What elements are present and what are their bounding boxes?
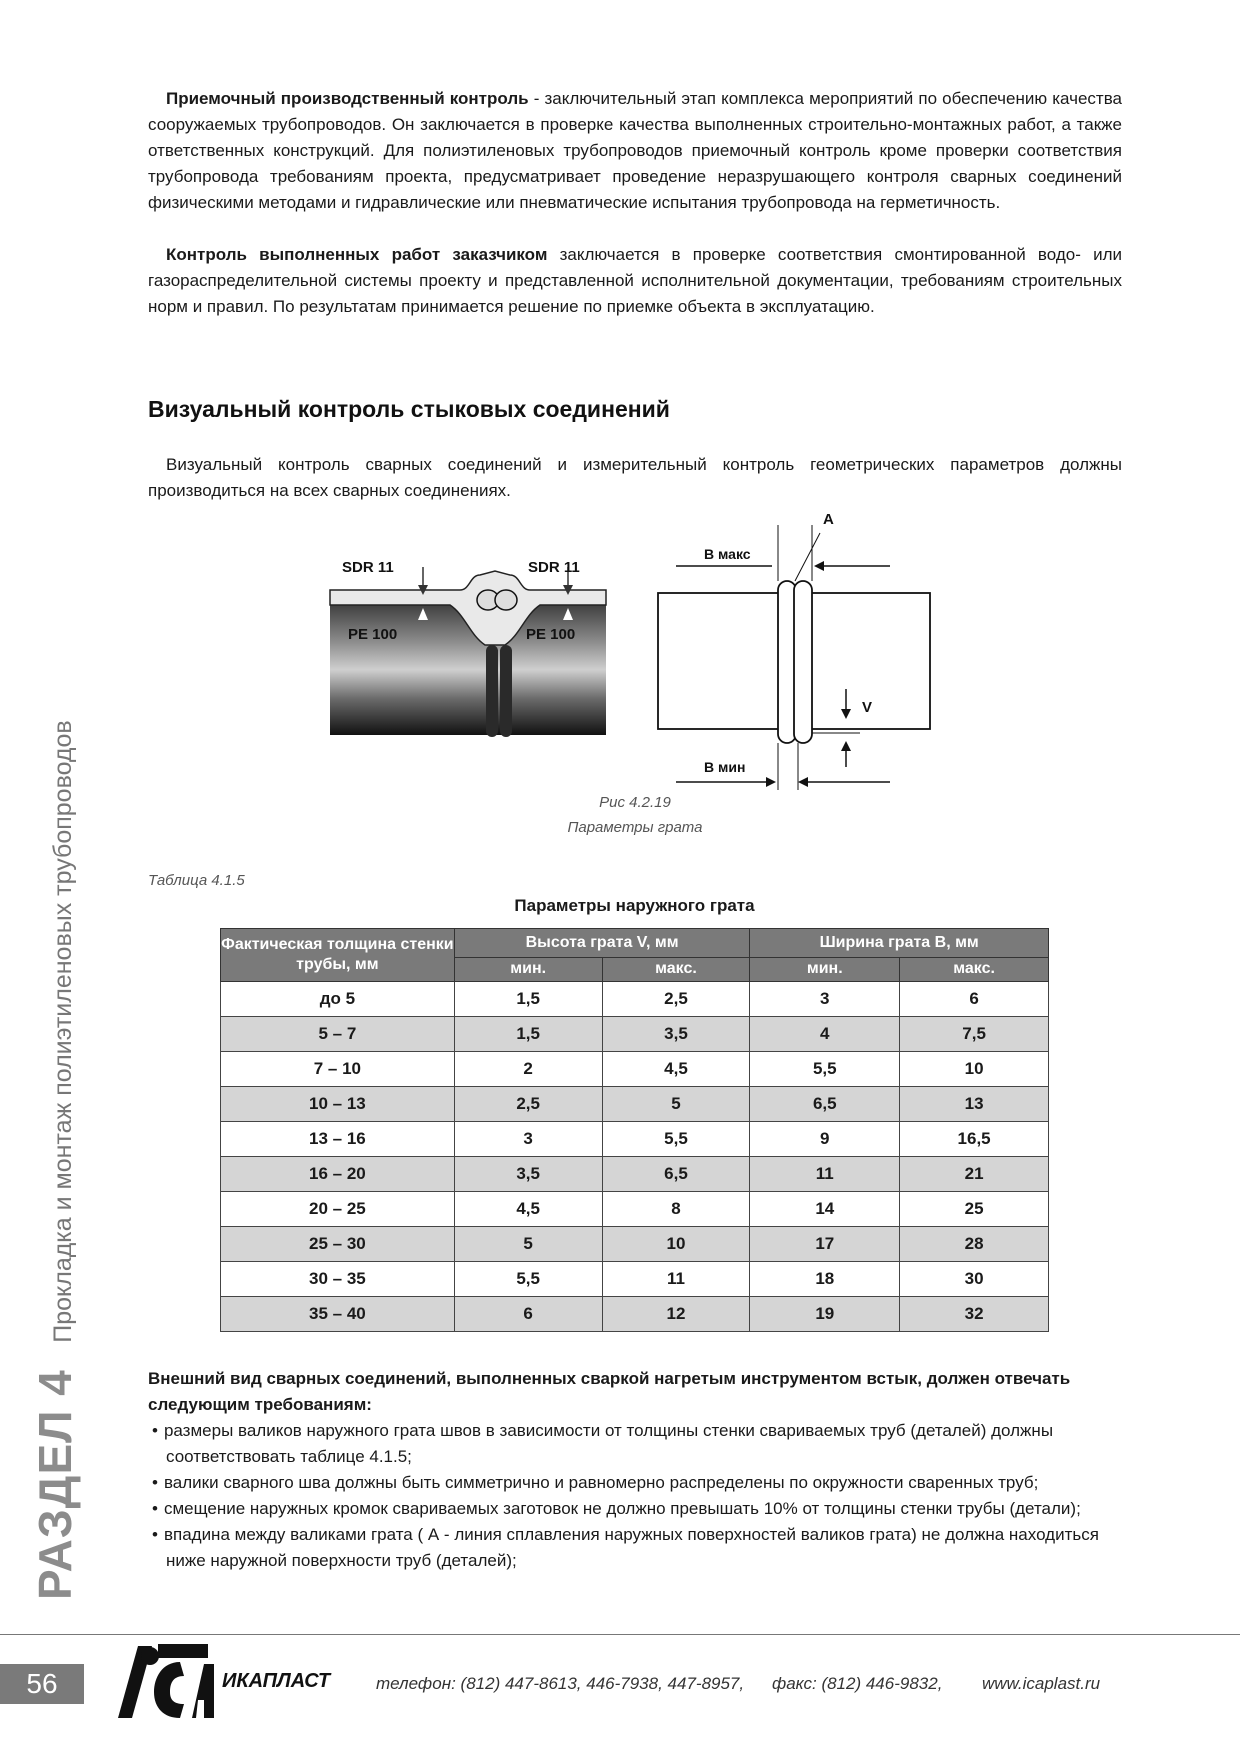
bead-schematic [658, 525, 930, 790]
table-row [221, 1157, 1049, 1192]
table-row [221, 1122, 1049, 1157]
label-v: V [862, 699, 873, 716]
cell-v-min: 5,5 [454, 1262, 602, 1297]
icaplast-logo-icon [118, 1642, 214, 1718]
label-b-min: B мин [704, 759, 746, 775]
weld-parameters-figure [320, 505, 940, 790]
brand-name: ИКАПЛАСТ [222, 1670, 331, 1692]
cell-b-min: 5,5 [750, 1052, 900, 1087]
cell-thickness: 35 – 40 [221, 1297, 455, 1332]
intro-paragraph-1 [148, 86, 1122, 216]
cell-v-min: 3 [454, 1122, 602, 1157]
cell-b-max: 10 [900, 1052, 1049, 1087]
cell-b-min: 17 [750, 1227, 900, 1262]
bead-parameters-table [220, 928, 1049, 1332]
cell-v-max: 5 [602, 1087, 750, 1122]
pe-right-label: PE 100 [526, 626, 576, 643]
sdr-right-label: SDR 11 [528, 559, 580, 576]
list-item: • валики сварного шва должны быть симметрично и равномерно распределены по окружности сваренных труб; [148, 1470, 1128, 1496]
list-item: • смещение наружных кромок свариваемых заготовок не должно превышать 10% от толщины стенки трубы (детали); [148, 1496, 1128, 1522]
table-row [221, 1052, 1049, 1087]
cell-b-max: 7,5 [900, 1017, 1049, 1052]
cell-b-min: 9 [750, 1122, 900, 1157]
cell-v-max: 10 [602, 1227, 750, 1262]
pipe-cross-section-illustration [330, 567, 606, 737]
cell-v-max: 6,5 [602, 1157, 750, 1192]
header-wall-thickness: Фактическая толщина стенки трубы, мм [221, 929, 455, 982]
intro-text-1: - заключительный этап комплекса мероприятий по обеспечению качества сооружаемых трубопроводов. Он заключается в проверке качества выполненных строительно-монтажных работ, а также ответственных конструкций. Для полиэтиленовых трубопроводов приемочный контроль кроме проверки соответствия трубопровода требованиям проекта, предусматривает проведение неразрушающего контроля сварных соединений физическими методами и гидравлические или пневматические испытания трубопровода на герметичность. [148, 89, 1122, 212]
cell-thickness: 5 – 7 [221, 1017, 455, 1052]
cell-v-max: 4,5 [602, 1052, 750, 1087]
header-height-min: мин. [454, 957, 602, 981]
footer-divider [0, 1634, 1240, 1635]
cell-v-max: 5,5 [602, 1122, 750, 1157]
cell-b-max: 21 [900, 1157, 1049, 1192]
cell-b-min: 18 [750, 1262, 900, 1297]
cell-v-min: 5 [454, 1227, 602, 1262]
table-row [221, 1192, 1049, 1227]
intro-term-1: Приемочный производственный контроль [166, 89, 529, 108]
cell-v-max: 3,5 [602, 1017, 750, 1052]
cell-v-max: 8 [602, 1192, 750, 1227]
table-row [221, 1227, 1049, 1262]
header-bead-height: Высота грата V, мм [454, 929, 750, 958]
cell-v-min: 1,5 [454, 982, 602, 1017]
cell-b-min: 4 [750, 1017, 900, 1052]
cell-thickness: 7 – 10 [221, 1052, 455, 1087]
cell-v-min: 2 [454, 1052, 602, 1087]
cell-thickness: до 5 [221, 982, 455, 1017]
table-title: Параметры наружного грата [514, 896, 755, 915]
sdr-left-label: SDR 11 [342, 559, 394, 576]
table-row [221, 1297, 1049, 1332]
table-row [221, 1087, 1049, 1122]
table-row [221, 1017, 1049, 1052]
requirements-list [148, 1418, 1128, 1574]
label-a: A [823, 511, 834, 528]
cell-b-min: 11 [750, 1157, 900, 1192]
figure-caption-number: Рис 4.2.19 [599, 794, 671, 811]
cell-v-max: 2,5 [602, 982, 750, 1017]
cell-b-max: 30 [900, 1262, 1049, 1297]
footer-website-link[interactable]: www.icaplast.ru [982, 1674, 1101, 1693]
header-bead-width: Ширина грата B, мм [750, 929, 1049, 958]
cell-thickness: 10 – 13 [221, 1087, 455, 1122]
cell-thickness: 20 – 25 [221, 1192, 455, 1227]
requirements-title: Внешний вид сварных соединений, выполненных сваркой нагретым инструментом встык, должен отвечать следующим требованиям: [148, 1369, 1071, 1414]
table-row [221, 1262, 1049, 1297]
intro-paragraph-2 [148, 242, 1122, 320]
cell-b-max: 32 [900, 1297, 1049, 1332]
figure-caption-title: Параметры грата [567, 819, 703, 836]
cell-v-min: 4,5 [454, 1192, 602, 1227]
table-row [221, 982, 1049, 1017]
table-number: Таблица 4.1.5 [148, 872, 245, 889]
cell-v-min: 1,5 [454, 1017, 602, 1052]
label-b-max: B макс [704, 546, 751, 562]
footer-phone: телефон: (812) 447-8613, 446-7938, 447-8957, [376, 1674, 745, 1693]
intro-term-2: Контроль выполненных работ заказчиком [166, 245, 548, 264]
section-title: Прокладка и монтаж полиэтиленовых трубопроводов [49, 720, 77, 1343]
cell-b-max: 16,5 [900, 1122, 1049, 1157]
cell-thickness: 13 – 16 [221, 1122, 455, 1157]
cell-thickness: 30 – 35 [221, 1262, 455, 1297]
header-width-max: макс. [900, 957, 1049, 981]
cell-thickness: 25 – 30 [221, 1227, 455, 1262]
page-number: 56 [0, 1664, 84, 1704]
header-height-max: макс. [602, 957, 750, 981]
cell-v-max: 12 [602, 1297, 750, 1332]
cell-v-min: 2,5 [454, 1087, 602, 1122]
cell-b-max: 13 [900, 1087, 1049, 1122]
intro-text-2: заключается в проверке соответствия смонтированной водо- или газораспределительной системы проекту и представленной исполнительной документации, требованиям строительных норм и правил. По результатам принимается решение по приемке объекта в эксплуатацию. [148, 245, 1122, 316]
list-item: • размеры валиков наружного грата швов в зависимости от толщины стенки свариваемых труб (деталей) должны соответствовать таблице 4.1.5; [148, 1418, 1128, 1470]
list-item: • впадина между валиками грата ( А - линия сплавления наружных поверхностей валиков грата) не должна находиться ниже наружной поверхности труб (деталей); [148, 1522, 1128, 1574]
cell-b-min: 14 [750, 1192, 900, 1227]
cell-v-min: 3,5 [454, 1157, 602, 1192]
cell-b-max: 28 [900, 1227, 1049, 1262]
visual-control-paragraph: Визуальный контроль сварных соединений и измерительный контроль геометрических параметров должны производиться на всех сварных соединениях. [148, 455, 1122, 500]
cell-v-min: 6 [454, 1297, 602, 1332]
cell-b-min: 3 [750, 982, 900, 1017]
section-number: РАЗДЕЛ 4 [29, 1369, 81, 1600]
cell-b-min: 6,5 [750, 1087, 900, 1122]
cell-v-max: 11 [602, 1262, 750, 1297]
header-width-min: мин. [750, 957, 900, 981]
section-heading: Визуальный контроль стыковых соединений [148, 396, 670, 422]
cell-thickness: 16 – 20 [221, 1157, 455, 1192]
footer-fax: факс: (812) 446-9832, [772, 1674, 943, 1693]
pe-left-label: PE 100 [348, 626, 398, 643]
cell-b-max: 25 [900, 1192, 1049, 1227]
side-section-label [28, 600, 82, 1600]
cell-b-max: 6 [900, 982, 1049, 1017]
cell-b-min: 19 [750, 1297, 900, 1332]
